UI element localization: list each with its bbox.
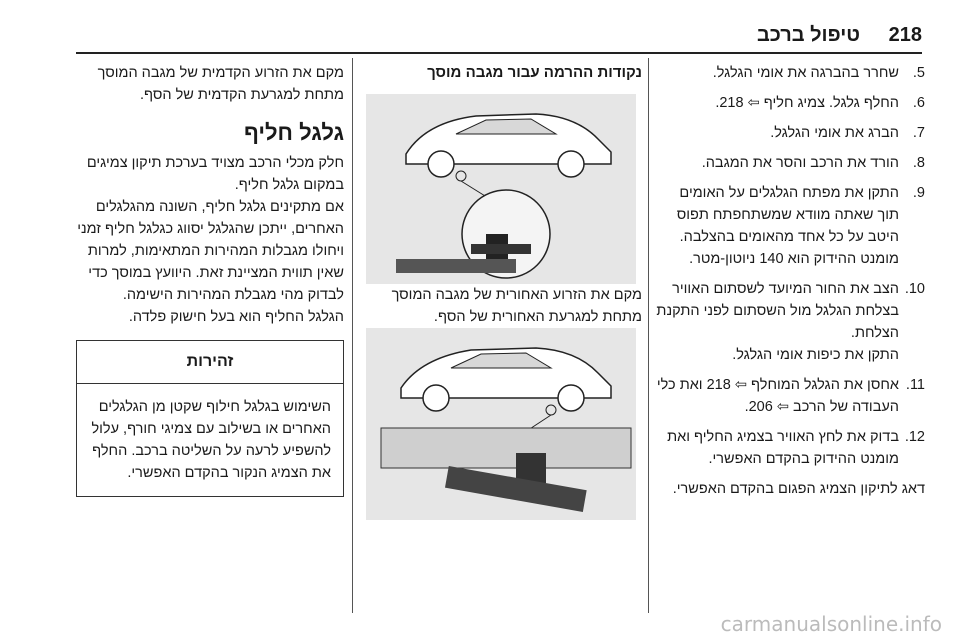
list-item: 11. אחסן את הגלגל המוחלף ⇦ 218 ואת כלי העבודה של הרכב ⇦ 206.	[656, 377, 925, 415]
paragraph: הגלגל החליף הוא בעל חישוק פלדה.	[128, 309, 344, 325]
rear-lift-caption: מקם את הזרוע האחורית של מגבה המוסך מתחת למגרעת האחורית של הסף.	[391, 287, 642, 325]
steps-column	[655, 62, 925, 500]
figures-title: נקודות ההרמה עבור מגבה מוסך	[427, 64, 642, 81]
header-rule	[76, 52, 922, 54]
list-item: 6. החלף גלגל. צמיג חליף ⇦ 218.	[715, 95, 925, 111]
page-title: טיפול ברכב	[756, 24, 860, 46]
list-item: 7. הברג את אומי הגלגל.	[770, 125, 925, 141]
column-divider	[352, 58, 353, 613]
page-header	[0, 0, 960, 58]
page-number: 218	[888, 24, 922, 46]
car-front-lift-illustration	[366, 94, 636, 284]
list-item: 12. בדוק את לחץ האוויר בצמיג החליף ואת מומנט ההידוק בהקדם האפשרי.	[667, 429, 925, 467]
warning-box	[76, 340, 344, 497]
final-note: דאג לתיקון הצמיג הפגום בהקדם האפשרי.	[672, 481, 925, 497]
rear-lift-figure	[366, 328, 636, 520]
paragraph: אם מתקינים גלגל חליף, השונה מהגלגלים האחרים, ייתכן שהגלגל יסווג כגלגל חליף זמני ויחולו מגבלות המהירות המתאימות, למרות שאין תווית המציינת זאת. היוועץ במוסך כדי לבדוק מהי מגבלת המהירות הישימה.	[77, 199, 344, 303]
front-lift-text: מקם את הזרוע הקדמית של מגבה המוסך מתחת למגרעת הקדמית של הסף.	[97, 65, 344, 103]
spare-wheel-column	[76, 62, 344, 497]
front-lift-figure	[366, 94, 636, 284]
list-item: 9. התקן את מפתח הגלגלים על האומים תוך שאתה מוודא שמשתחפתח תפוס היטב על כל אחד מהאומים בהצלבה. מומנט ההידוק הוא 140 ניוטון-מטר.	[676, 185, 925, 267]
car-rear-lift-illustration	[366, 328, 636, 520]
paragraph: חלק מכלי הרכב מצויד בערכת תיקון צמיגים במקום גלגל חליף.	[86, 155, 344, 193]
warning-text: השימוש בגלגל חילוף שקטן מן הגלגלים האחרים או בשילוב עם צמיגי חורף, עלול להשפיע לרעה על השליטה ברכב. החלף את הצמיג הנקור בהקדם האפשרי.	[91, 399, 331, 481]
warning-title: זהירות	[77, 341, 343, 384]
column-divider	[648, 58, 649, 613]
list-item: 5. שחרר בהברגה את אומי הגלגל.	[712, 65, 925, 81]
steps-list	[655, 62, 925, 470]
figures-column	[360, 62, 642, 520]
list-item: 10. הצב את החור המיועד לשסתום האוויר בצלחת הגלגל מול השסתום לפני התקנת הצלחת. התקן את כיפות אומי הגלגל.	[656, 281, 925, 363]
list-item: 8. הורד את הרכב והסר את המגבה.	[701, 155, 925, 171]
section-title: גלגל חליף	[243, 120, 344, 145]
watermark: carmanualsonline.info	[720, 612, 942, 636]
